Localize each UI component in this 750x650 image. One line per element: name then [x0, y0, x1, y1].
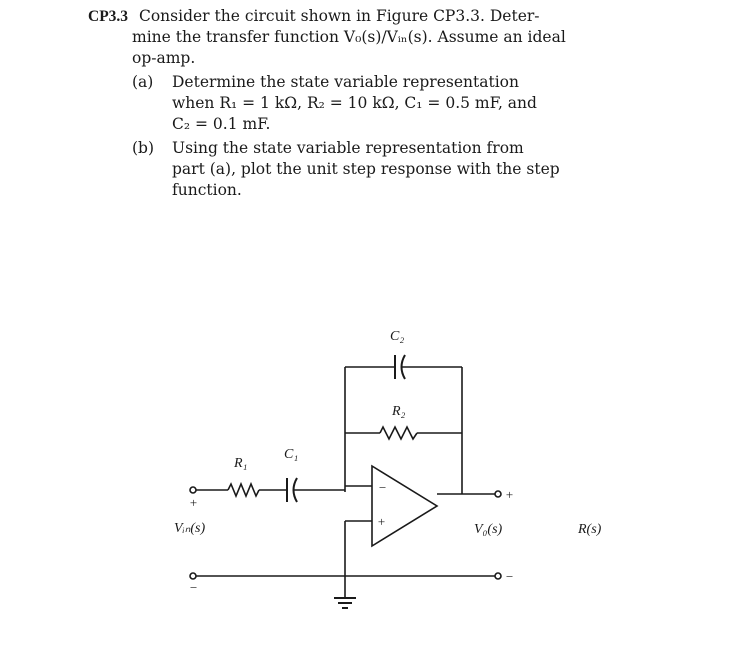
op-amp-plus-sign: +: [377, 514, 386, 529]
vin-plus-terminal: [190, 487, 196, 493]
part-b-line-3: function.: [172, 181, 242, 199]
part-b-line-2: part (a), plot the unit step response with the step: [172, 160, 560, 178]
part-a-text-1: Determine the state variable representation: [172, 73, 519, 91]
c2-label: C₂: [390, 329, 405, 344]
vin-minus-terminal: [190, 573, 196, 579]
vout-label: V₀(s): [474, 522, 503, 537]
vout-minus-terminal: [495, 573, 501, 579]
part-a-label: (a): [132, 73, 154, 91]
vout-plus-sign: +: [505, 487, 514, 502]
r1-resistor: [228, 484, 259, 496]
vout-minus-sign: −: [505, 569, 514, 584]
op-amp-triangle: [372, 466, 437, 546]
part-a-line-2: when R₁ = 1 kΩ, R₂ = 10 kΩ, C₁ = 0.5 mF, and: [172, 94, 537, 112]
part-b-text-1: Using the state variable representation from: [172, 139, 524, 157]
problem-number: CP3.3: [88, 8, 129, 25]
r2-resistor: [380, 427, 417, 439]
part-a-line-3: C₂ = 0.1 mF.: [172, 115, 271, 133]
part-b-label: (b): [132, 139, 155, 157]
problem-statement-1: Consider the circuit shown in Figure CP3.3. Deter-: [138, 7, 540, 25]
vout-plus-terminal: [495, 491, 501, 497]
problem-line-2: mine the transfer function V₀(s)/Vᵢₙ(s). Assume an ideal: [132, 28, 566, 46]
op-amp-minus-sign: −: [378, 480, 387, 495]
r2-label: R₂: [392, 404, 406, 419]
problem-line-3: op-amp.: [132, 49, 196, 67]
r1-label: R₁: [234, 456, 248, 471]
rs-label: R(s): [578, 522, 602, 537]
vin-minus-sign: −: [189, 580, 198, 595]
vin-label: Vᵢₙ(s): [174, 521, 206, 536]
vin-plus-sign: +: [189, 495, 198, 510]
c1-label: C₁: [284, 447, 299, 462]
